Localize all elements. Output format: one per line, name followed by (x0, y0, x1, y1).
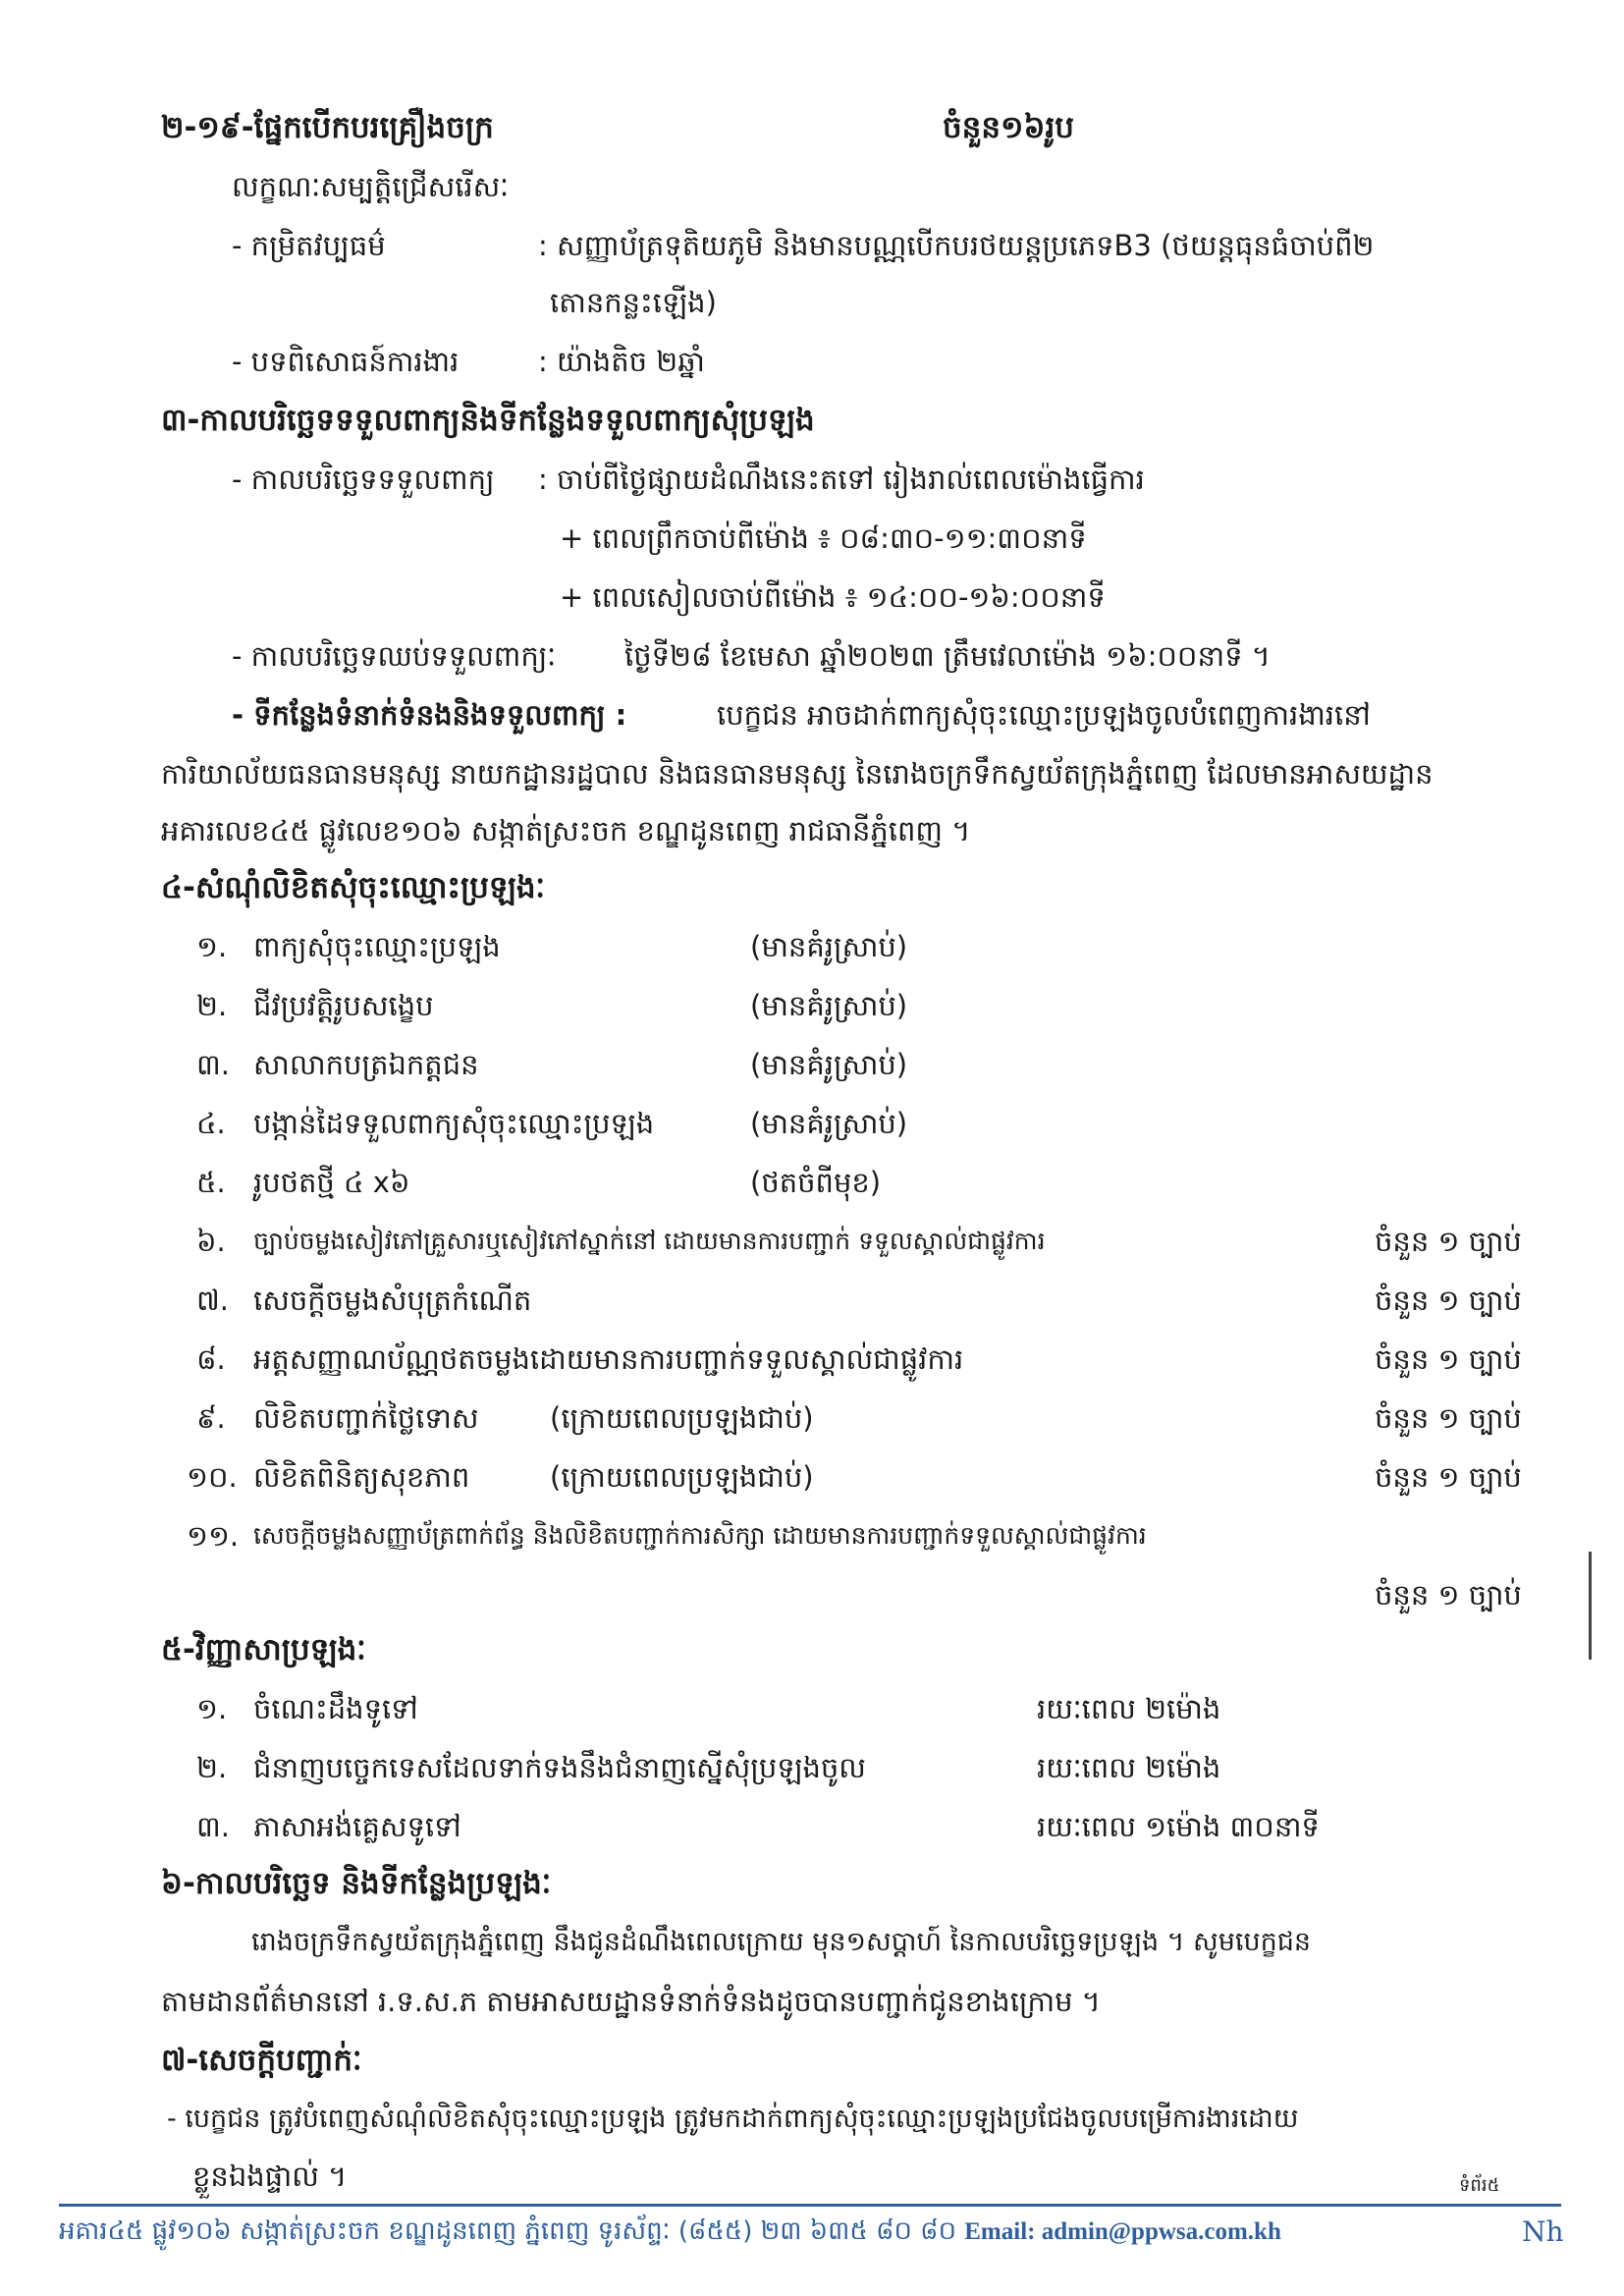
item-note: (ថតចំពីមុខ) (750, 1166, 882, 1199)
section-3-heading: ៣-កាលបរិច្ឆេទទទួលពាក្យនិងទីកន្លែងទទួលពាក្យសុំប្រឡង (161, 403, 815, 438)
item-note: (មានគំរូស្រាប់) (750, 930, 908, 963)
item-number: ១. (196, 1692, 228, 1725)
afternoon-hours: + ពេលសៀលចាប់ពីម៉ោង ៖ ១៤:០០-១៦:០០នាទី (560, 580, 1106, 614)
item-quantity: ចំនួន ១ ច្បាប់ (1375, 1460, 1522, 1494)
note-paragraph: ខ្លួនឯងផ្ទាល់ ។ (192, 2159, 348, 2193)
contact-place-label: - ទីកន្លែងទំនាក់ទំនងនិងទទួលពាក្យ : (232, 698, 627, 732)
item-number: ៧. (196, 1284, 230, 1317)
item-text: លិខិតបញ្ជាក់ថ្លៃទោស (253, 1401, 479, 1435)
item-text: បង្កាន់ដៃទទួលពាក្យសុំចុះឈ្មោះប្រឡង (253, 1107, 655, 1140)
item-note: (ក្រោយពេលប្រឡងជាប់) (550, 1460, 814, 1494)
section-4-heading: ៤-សំណុំលិខិតសុំចុះឈ្មោះប្រឡងៈ (161, 870, 546, 905)
experience-value: : យ៉ាងតិច ២ឆ្នាំ (538, 345, 705, 378)
receive-date-label: - កាលបរិច្ឆេទទទួលពាក្យ (232, 463, 495, 496)
item-quantity: ចំនួន ១ ច្បាប់ (1375, 1578, 1522, 1612)
subject-name: ជំនាញបច្ចេកទេសដែលទាក់ទងនឹងជំនាញស្នើសុំប្រឡងចូល (253, 1751, 866, 1784)
item-text: សាលាកបត្រឯកត្តជន (253, 1048, 479, 1081)
contact-place-line: បេក្ខជន អាចដាក់ពាក្យសុំចុះឈ្មោះប្រឡងចូលបំពេញការងារនៅ (717, 698, 1371, 732)
item-text: សេចក្តីចម្លងសញ្ញាប័ត្រពាក់ព័ន្ធ និងលិខិតបញ្ជាក់ការសិក្សា ដោយមានការបញ្ជាក់ទទួលស្គាល់ជាផ្លូវការ (253, 1521, 1147, 1550)
handwritten-initials: Nh (1522, 2215, 1564, 2248)
item-note: (មានគំរូស្រាប់) (750, 989, 908, 1022)
item-note: (ក្រោយពេលប្រឡងជាប់) (550, 1401, 814, 1435)
item-text: រូបថតថ្មី ៤ x៦ (253, 1166, 410, 1199)
contact-place-line: អគារលេខ៤៥ ផ្លូវលេខ១០៦ សង្កាត់ស្រះចក ខណ្ឌដូនពេញ រាជធានីភ្នំពេញ ។ (161, 814, 971, 847)
section-7-heading: ៧-សេចក្តីបញ្ជាក់ៈ (161, 2043, 362, 2078)
exam-date-paragraph: រោងចក្រទឹកស្វយ័តក្រុងភ្នំពេញ នឹងជូនដំណឹងពេលក្រោយ មុន១សប្តាហ៍ នៃកាលបរិច្ឆេទប្រឡង ។ សូមបេក្ខជន (251, 1927, 1312, 1957)
experience-label: - បទពិសោធន៍ការងារ (232, 345, 460, 378)
item-quantity: ចំនួន ១ ច្បាប់ (1375, 1401, 1522, 1435)
position-count: ចំនួន១៦រូប (943, 110, 1074, 145)
item-quantity: ចំនួន ១ ច្បាប់ (1375, 1342, 1522, 1376)
footer-divider (59, 2204, 1561, 2207)
subject-duration: រយៈពេល ២ម៉ោង (1037, 1692, 1221, 1725)
item-number: ២. (196, 1751, 228, 1784)
item-number: ២. (196, 989, 228, 1022)
education-value-cont: តោនកន្លះឡើង) (550, 286, 717, 319)
subject-name: ចំណេះដឹងទូទៅ (253, 1692, 418, 1725)
receive-date-value: : ចាប់ពីថ្ងៃផ្សាយដំណឹងនេះតទៅ រៀងរាល់ពេលម៉ោងធ្វើការ (538, 463, 1145, 496)
criteria-title: លក្ខណៈសម្បត្តិជ្រើសរើសៈ (232, 170, 510, 203)
item-number: ៦. (196, 1225, 226, 1258)
item-quantity: ចំនួន ១ ច្បាប់ (1375, 1225, 1522, 1258)
close-date-label: - កាលបរិច្ឆេទឈប់ទទួលពាក្យៈ (232, 639, 557, 673)
item-number: ៤. (196, 1107, 226, 1140)
item-number: ៥. (196, 1166, 226, 1199)
item-text: ជីវប្រវត្តិរូបសង្ខេប (253, 989, 434, 1022)
item-note: (មានគំរូស្រាប់) (750, 1048, 908, 1081)
item-text: ច្បាប់ចម្លងសៀវភៅគ្រួសារឬសៀវភៅស្នាក់នៅ ដោយមានការបញ្ជាក់ ទទួលស្គាល់ជាផ្លូវការ (253, 1227, 1046, 1255)
footer (59, 2214, 1281, 2250)
section-2-19-heading: ២-១៩-ផ្នែកបើកបរគ្រឿងចក្រ (161, 110, 494, 145)
subject-name: ភាសាអង់គ្លេសទូទៅ (253, 1810, 461, 1843)
page-number: ទំព័រ៥ (1459, 2175, 1500, 2196)
item-number: ១. (196, 930, 228, 963)
contact-place-line: ការិយាល័យធនធានមនុស្ស នាយកដ្ឋានរដ្ឋបាល និងធនធានមនុស្ស នៃរោងចក្រទឹកស្វយ័តក្រុងភ្នំពេញ ដែលមានអាសយដ្ឋាន (161, 757, 1434, 791)
item-quantity: ចំនួន ១ ច្បាប់ (1375, 1284, 1522, 1317)
subject-duration: រយៈពេល ២ម៉ោង (1037, 1751, 1221, 1784)
morning-hours: + ពេលព្រឹកចាប់ពីម៉ោង ៖ ០៨:៣០-១១:៣០នាទី (560, 521, 1087, 555)
education-value: : សញ្ញាប័ត្រទុតិយភូមិ និងមានបណ្ណបើកបរថយន្តប្រភេទB3 (ថយន្តធុនធំចាប់ពី២ (538, 229, 1375, 262)
exam-date-paragraph: តាមដានព័ត៌មាននៅ រ.ទ.ស.ភ តាមអាសយដ្ឋានទំនាក់ទំនងដូចបានបញ្ជាក់ជូនខាងក្រោម ។ (161, 1985, 1101, 2018)
item-note: (មានគំរូស្រាប់) (750, 1107, 908, 1140)
scan-margin-mark (1589, 1552, 1592, 1660)
item-number: ៣. (196, 1048, 230, 1081)
item-number: ៣. (196, 1810, 230, 1843)
footer-address: អគារ៤៥ ផ្លូវ១០៦ សង្កាត់ស្រះចក ខណ្ឌដូនពេញ ភ្នំពេញ ទូរស័ព្ទៈ (៨៥៥) ២៣ ៦៣៥ ៨០ ៨០ (59, 2216, 956, 2246)
item-text: សេចក្តីចម្លងសំបុត្រកំណើត (253, 1284, 532, 1317)
item-text: ពាក្យសុំចុះឈ្មោះប្រឡង (253, 930, 501, 963)
education-label: - កម្រិតវប្បធម៌ (232, 229, 386, 262)
item-text: អត្តសញ្ញាណប័ណ្ណថតចម្លងដោយមានការបញ្ជាក់ទទួលស្គាល់ជាផ្លូវការ (253, 1342, 964, 1376)
section-5-heading: ៥-វិញ្ញាសាប្រឡងៈ (161, 1632, 366, 1667)
item-number: ១០. (187, 1460, 238, 1494)
note-paragraph: - បេក្ខជន ត្រូវបំពេញសំណុំលិខិតសុំចុះឈ្មោះប្រឡង ត្រូវមកដាក់ពាក្យសុំចុះឈ្មោះប្រឡងប្រជែងចូលបម្រើការងារដោយ (167, 2104, 1299, 2134)
section-6-heading: ៦-កាលបរិច្ឆេទ និងទីកន្លែងប្រឡងៈ (161, 1866, 552, 1901)
subject-duration: រយៈពេល ១ម៉ោង ៣០នាទី (1037, 1810, 1320, 1843)
close-date-value: ថ្ងៃទី២៨ ខែមេសា ឆ្នាំ២០២៣ ត្រឹមវេលាម៉ោង ១៦:០០នាទី ។ (624, 639, 1271, 673)
item-number: ១១. (187, 1519, 240, 1553)
item-number: ៩. (196, 1401, 226, 1435)
footer-email: Email: admin@ppwsa.com.kh (964, 2218, 1281, 2245)
item-text: លិខិតពិនិត្យសុខភាព (253, 1460, 470, 1494)
item-number: ៨. (196, 1342, 226, 1376)
